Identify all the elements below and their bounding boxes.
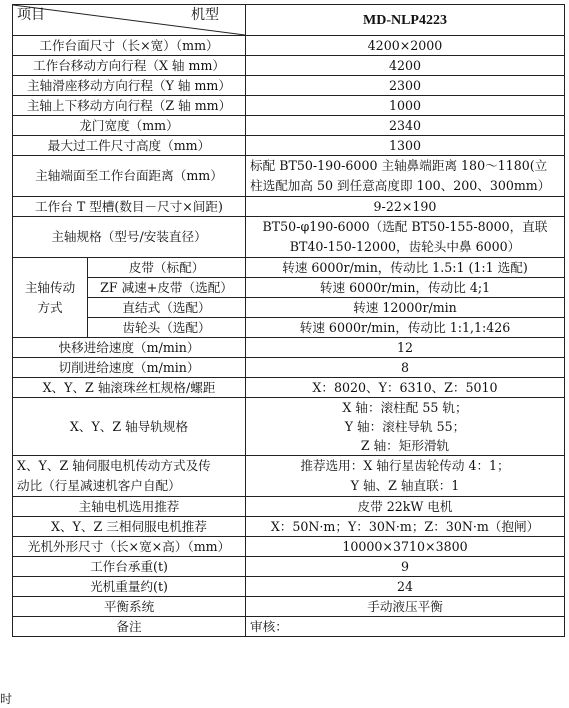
table-row [13, 298, 565, 318]
row-value: 12 [246, 338, 565, 358]
value-line: Y 轴、Z 轴直联：1 [350, 478, 460, 493]
table-row [13, 537, 565, 557]
row-label: X、Y、Z 三相伺服电机推荐 [13, 517, 246, 537]
transmission-value: 转速 12000r/min [246, 298, 565, 318]
table-row [13, 318, 565, 338]
table-row [13, 398, 565, 456]
table-row [13, 56, 565, 76]
row-value: X：8020、Y：6310、Z：5010 [246, 378, 565, 398]
label-line: 主轴传动 [24, 279, 76, 295]
transmission-value: 转速 6000r/min，传动比 1:1,1:426 [246, 318, 565, 338]
row-value: 9-22×190 [246, 197, 565, 217]
row-value: X：50N·m；Y：30N·m；Z：30N·m（抱闸） [246, 517, 565, 537]
row-value: 审核： [246, 617, 565, 637]
row-value [246, 156, 565, 197]
row-label: 平衡系统 [13, 597, 246, 617]
transmission-value: 转速 6000r/min，传动比 1.5:1 (1:1 选配) [246, 258, 565, 278]
transmission-type: 齿轮头（选配） [88, 318, 246, 338]
row-label: 主轴规格（型号/安装直径） [13, 217, 246, 258]
table-row [13, 456, 565, 497]
row-value [246, 217, 565, 258]
table-row [13, 76, 565, 96]
row-value: 4200 [246, 56, 565, 76]
label-line: 方式 [37, 299, 63, 315]
row-label: X、Y、Z 轴导轨规格 [13, 398, 246, 456]
row-label: 龙门宽度（mm） [13, 116, 246, 136]
table-row [13, 358, 565, 378]
row-value: 皮带 22kW 电机 [246, 497, 565, 517]
row-label: 主轴滑座移动方向行程（Y 轴 mm） [13, 76, 246, 96]
row-label: 工作台面尺寸（长×宽）（mm） [13, 36, 246, 56]
row-value: 8 [246, 358, 565, 378]
table-row [13, 577, 565, 597]
value-line: 标配 BT50-190-6000 主轴鼻端距离 180～1180(立 [250, 158, 548, 173]
table-row [13, 597, 565, 617]
value-line: BT50-φ190-6000（选配 BT50-155-8000，直联 [262, 219, 548, 234]
table-row [13, 517, 565, 537]
row-value: 1300 [246, 136, 565, 156]
table-row [13, 338, 565, 358]
header-diagonal-cell [13, 5, 246, 36]
row-value: 2300 [246, 76, 565, 96]
row-value: 24 [246, 577, 565, 597]
transmission-value: 转速 6000r/min，传动比 4;1 [246, 278, 565, 298]
value-line: 推荐选用：X 轴行星齿轮传动 4：1； [300, 458, 510, 473]
row-label: 光机重量约(t) [13, 577, 246, 597]
row-label: 主轴电机选用推荐 [13, 497, 246, 517]
value-line: X 轴：滚柱配 55 轨； [342, 400, 468, 415]
row-label: 光机外形尺寸（长×宽×高）（mm） [13, 537, 246, 557]
row-value: 9 [246, 557, 565, 577]
row-value: 10000×3710×3800 [246, 537, 565, 557]
header-row [13, 5, 565, 36]
table-row [13, 378, 565, 398]
table-row [13, 136, 565, 156]
row-label: 工作台移动方向行程（X 轴 mm） [13, 56, 246, 76]
row-label: 主轴端面至工作台面距离（mm） [13, 156, 246, 197]
table-row [13, 217, 565, 258]
row-value: 1000 [246, 96, 565, 116]
table-row [13, 497, 565, 517]
edge-fragment: 时 [0, 692, 13, 706]
value-line: Z 轴：矩形滑轨 [360, 438, 450, 453]
label-line: X、Y、Z 轴伺服电机传动方式及传 [17, 458, 211, 473]
row-label: 工作台承重(t) [13, 557, 246, 577]
row-value [246, 398, 565, 456]
value-line: BT40-150-12000，齿轮头中鼻 6000） [289, 239, 521, 254]
table-row [13, 258, 565, 278]
spec-table [12, 4, 565, 637]
transmission-type: 直结式（选配） [88, 298, 246, 318]
row-label: X、Y、Z 轴滚珠丝杠规格/螺距 [13, 378, 246, 398]
row-label: 工作台 T 型槽(数目－尺寸×间距) [13, 197, 246, 217]
table-row [13, 96, 565, 116]
row-label: 最大过工件尺寸高度（mm） [13, 136, 246, 156]
row-label: 快移进给速度（m/min） [13, 338, 246, 358]
table-row [13, 197, 565, 217]
row-label: 备注 [13, 617, 246, 637]
label-line: 动比（行星减速机客户自配） [17, 478, 181, 493]
row-value: 2340 [246, 116, 565, 136]
row-value [246, 456, 565, 497]
row-label [13, 456, 246, 497]
table-row [13, 36, 565, 56]
row-value: 4200×2000 [246, 36, 565, 56]
model-value: MD-NLP4223 [246, 5, 565, 36]
transmission-label [13, 258, 88, 338]
table-row [13, 557, 565, 577]
transmission-type: ZF 减速+皮带（选配） [88, 278, 246, 298]
row-value: 手动液压平衡 [246, 597, 565, 617]
transmission-type: 皮带（标配） [88, 258, 246, 278]
table-row [13, 617, 565, 637]
row-label: 主轴上下移动方向行程（Z 轴 mm） [13, 96, 246, 116]
table-row [13, 116, 565, 136]
table-row [13, 278, 565, 298]
value-line: 柱选配加高 50 到任意高度即 100、200、300mm） [250, 178, 551, 193]
model-label: 机型 [191, 7, 219, 23]
item-label: 项目 [17, 7, 45, 23]
table-row [13, 156, 565, 197]
value-line: Y 轴：滚柱导轨 55； [344, 419, 466, 434]
row-label: 切削进给速度（m/min） [13, 358, 246, 378]
